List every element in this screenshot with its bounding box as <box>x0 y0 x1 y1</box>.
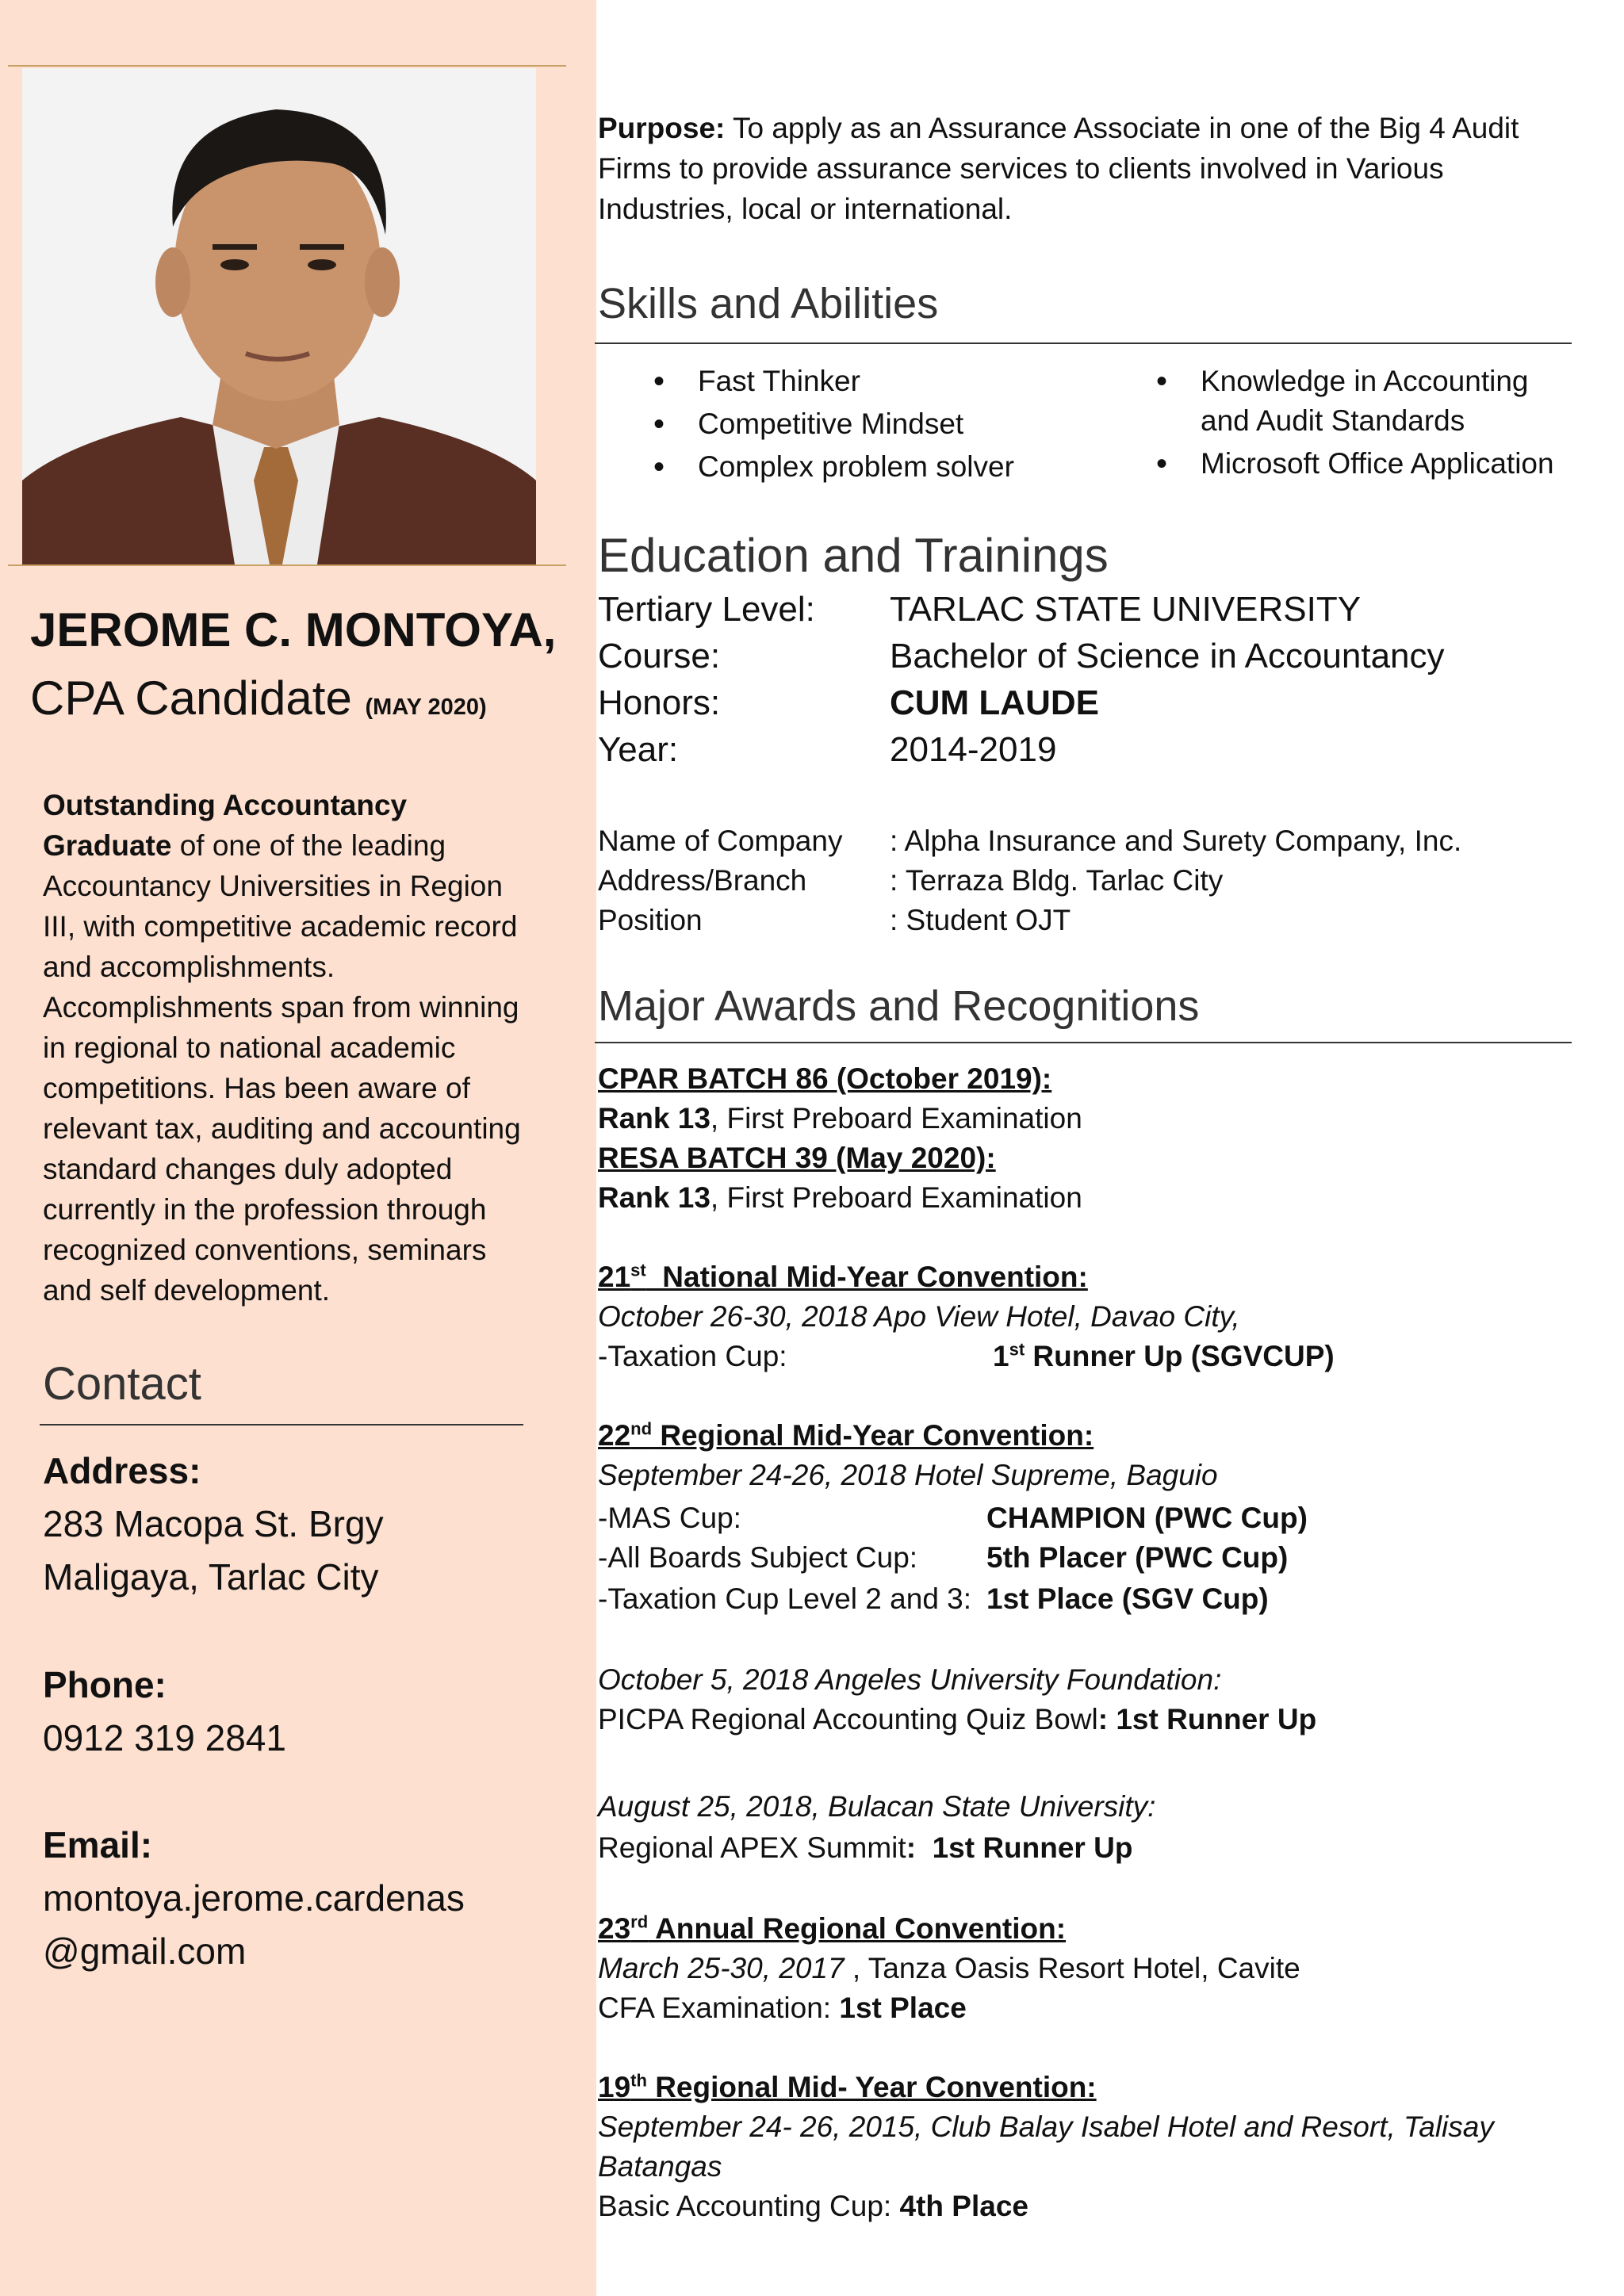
reg23-event: CFA Examination: <box>598 1992 840 2024</box>
education-heading: Education and Trainings <box>598 529 1109 582</box>
skill-item: • Microsoft Office Application <box>1145 444 1557 484</box>
phone-block <box>43 1659 286 1765</box>
national-taxation-cup <box>598 1340 1335 1373</box>
bsu-award <box>598 1831 1132 1865</box>
edu-row-year <box>598 730 1056 770</box>
purpose-statement <box>598 108 1573 229</box>
reg23-sup: rd <box>630 1911 649 1932</box>
cpar-exam: , First Preboard Examination <box>710 1102 1082 1135</box>
nat-place-sup: st <box>1009 1339 1025 1360</box>
reg22-item-key: -All Boards Subject Cup: <box>598 1541 918 1574</box>
edu-key: Year: <box>598 730 679 769</box>
reg23-date-italic: March 25-30, 2017 <box>598 1952 845 1984</box>
skill-item: • Competitive Mindset <box>642 404 1086 444</box>
reg19-result: 4th Place <box>899 2190 1028 2222</box>
photo-top-rule <box>8 65 566 67</box>
skills-heading: Skills and Abilities <box>598 280 939 327</box>
reg22-title-text: Regional Mid-Year Convention: <box>652 1419 1094 1452</box>
reg19-event: Basic Accounting Cup: <box>598 2190 900 2222</box>
address-line1: 283 Macopa St. Brgy <box>43 1503 384 1544</box>
skill-item: • Complex problem solver <box>642 447 1086 487</box>
purpose-label: Purpose: <box>598 112 726 144</box>
resa-title <box>598 1142 996 1175</box>
nat-place-num: 1 <box>993 1340 1009 1372</box>
regional23-date <box>598 1952 1300 1985</box>
nat-title: National Mid-Year Convention: <box>645 1261 1088 1293</box>
edu-value: 2014-2019 <box>890 730 1057 769</box>
company-key: Position <box>598 904 703 936</box>
reg19-sup: th <box>630 2070 647 2091</box>
skills-col2 <box>1145 362 1557 484</box>
resa-exam: , First Preboard Examination <box>710 1181 1082 1214</box>
regional22-date: September 24-26, 2018 Hotel Supreme, Baguio <box>598 1459 1218 1491</box>
edu-row-tertiary <box>598 590 1361 629</box>
regional19-date-line1: September 24- 26, 2015, Club Balay Isabel Hotel and Resort, Talisay <box>598 2110 1494 2143</box>
skills-divider <box>595 342 1572 344</box>
company-key: Name of Company <box>598 825 843 857</box>
photo-bottom-rule <box>8 564 566 566</box>
company-value: : Alpha Insurance and Surety Company, Inc. <box>890 825 1462 857</box>
title-text: CPA Candidate <box>30 672 352 725</box>
resa-rank-value: Rank 13 <box>598 1181 710 1214</box>
phone-value: 0912 319 2841 <box>43 1717 286 1758</box>
candidate-title <box>30 671 487 725</box>
regional19-title <box>598 2071 1097 2104</box>
reg19-title-text: Regional Mid- Year Convention: <box>646 2071 1097 2103</box>
reg22-sup: nd <box>630 1418 653 1439</box>
email-line1[interactable]: montoya.jerome.cardenas <box>43 1877 465 1919</box>
contact-heading: Contact <box>43 1358 201 1410</box>
edu-value: Bachelor of Science in Accountancy <box>890 637 1445 675</box>
edu-key: Course: <box>598 637 721 675</box>
address-label: Address: <box>43 1450 201 1491</box>
edu-value: TARLAC STATE UNIVERSITY <box>890 590 1362 629</box>
contact-divider <box>40 1424 523 1425</box>
reg23-title-text: Annual Regional Convention: <box>648 1912 1067 1945</box>
regional23-title <box>598 1912 1066 1946</box>
bsu-date: August 25, 2018, Bulacan State University: <box>598 1790 1156 1823</box>
company-value: : Terraza Bldg. Tarlac City <box>890 864 1224 897</box>
nat-sup: st <box>630 1260 646 1280</box>
edu-row-honors <box>598 683 1099 723</box>
reg22-item-key: -Taxation Cup Level 2 and 3: <box>598 1582 972 1615</box>
cpar-rank <box>598 1102 1082 1135</box>
reg22-item-key: -MAS Cup: <box>598 1502 741 1534</box>
national-convention-title <box>598 1261 1088 1294</box>
company-name-row <box>598 825 1461 858</box>
auf-event: PICPA Regional Accounting Quiz Bowl <box>598 1703 1098 1735</box>
national-convention-date: October 26-30, 2018 Apo View Hotel, Davao City, <box>598 1300 1240 1333</box>
regional22-item <box>598 1541 1288 1575</box>
edu-value: CUM LAUDE <box>890 683 1099 722</box>
cpar-title-text: CPAR BATCH 86 (October 2019): <box>598 1062 1052 1095</box>
address-block <box>43 1445 384 1604</box>
purpose-text: To apply as an Assurance Associate in one of the Big 4 Audit Firms to provide assurance services to clients involved in Various Industries, local or international. <box>598 112 1519 225</box>
regional19-award <box>598 2190 1028 2223</box>
reg23-result: 1st Place <box>839 1992 967 2024</box>
bsu-event: Regional APEX Summit <box>598 1831 906 1864</box>
profile-summary <box>43 785 534 1311</box>
email-line2[interactable]: @gmail.com <box>43 1931 247 1972</box>
cpar-rank-value: Rank 13 <box>598 1102 710 1135</box>
skills-col1 <box>642 362 1086 487</box>
edu-key: Honors: <box>598 683 721 722</box>
awards-heading: Major Awards and Recognitions <box>598 982 1200 1030</box>
auf-result: : 1st Runner Up <box>1097 1703 1317 1735</box>
edu-row-course <box>598 637 1445 676</box>
summary-text: of one of the leading Accountancy Universities in Region III, with competitive academic record and accomplishments. Accomplishments span from winning in regional to national academic competitions. Has been aware of relevant tax, auditing and accounting standard changes duly adopted currently in the profession through recognized conventions, seminars and self development. <box>43 829 521 1307</box>
phone-label: Phone: <box>43 1664 167 1705</box>
auf-award <box>598 1703 1316 1736</box>
awards-divider <box>595 1042 1572 1043</box>
reg23-num: 23 <box>598 1912 631 1945</box>
nat-place: Runner Up (SGVCUP) <box>1025 1340 1335 1372</box>
candidate-name: JEROME C. MONTOYA, <box>30 603 557 656</box>
regional22-title <box>598 1419 1094 1452</box>
title-note: (MAY 2020) <box>365 695 487 720</box>
reg22-item-value: CHAMPION (PWC Cup) <box>986 1502 1308 1534</box>
company-address-row <box>598 864 1223 897</box>
email-block <box>43 1819 465 1978</box>
nat-num: 21 <box>598 1261 631 1293</box>
regional23-award <box>598 1992 967 2025</box>
regional19-date-line2: Batangas <box>598 2150 722 2183</box>
reg23-date-rest: , Tanza Oasis Resort Hotel, Cavite <box>844 1952 1300 1984</box>
email-label: Email: <box>43 1824 153 1866</box>
resa-title-text: RESA BATCH 39 (May 2020): <box>598 1142 996 1174</box>
company-position-row <box>598 904 1071 937</box>
skill-item: • Knowledge in Accounting and Audit Standards <box>1145 362 1557 441</box>
edu-key: Tertiary Level: <box>598 590 815 629</box>
address-line2: Maligaya, Tarlac City <box>43 1556 379 1598</box>
reg19-num: 19 <box>598 2071 631 2103</box>
reg22-num: 22 <box>598 1419 631 1452</box>
summary-bold: Outstanding Accountancy Graduate <box>43 789 408 862</box>
bsu-result: : 1st Runner Up <box>906 1831 1133 1864</box>
resa-rank <box>598 1181 1082 1215</box>
regional22-item <box>598 1582 1269 1616</box>
reg22-item-value: 5th Placer (PWC Cup) <box>986 1541 1289 1574</box>
auf-date: October 5, 2018 Angeles University Foundation: <box>598 1663 1222 1696</box>
regional22-item <box>598 1502 1308 1535</box>
company-value: : Student OJT <box>890 904 1071 936</box>
profile-photo <box>22 68 536 564</box>
company-key: Address/Branch <box>598 864 807 897</box>
nat-cup: -Taxation Cup: <box>598 1340 787 1372</box>
skill-item: • Fast Thinker <box>642 362 1086 401</box>
reg22-item-value: 1st Place (SGV Cup) <box>986 1582 1269 1615</box>
cpar-title <box>598 1062 1051 1096</box>
